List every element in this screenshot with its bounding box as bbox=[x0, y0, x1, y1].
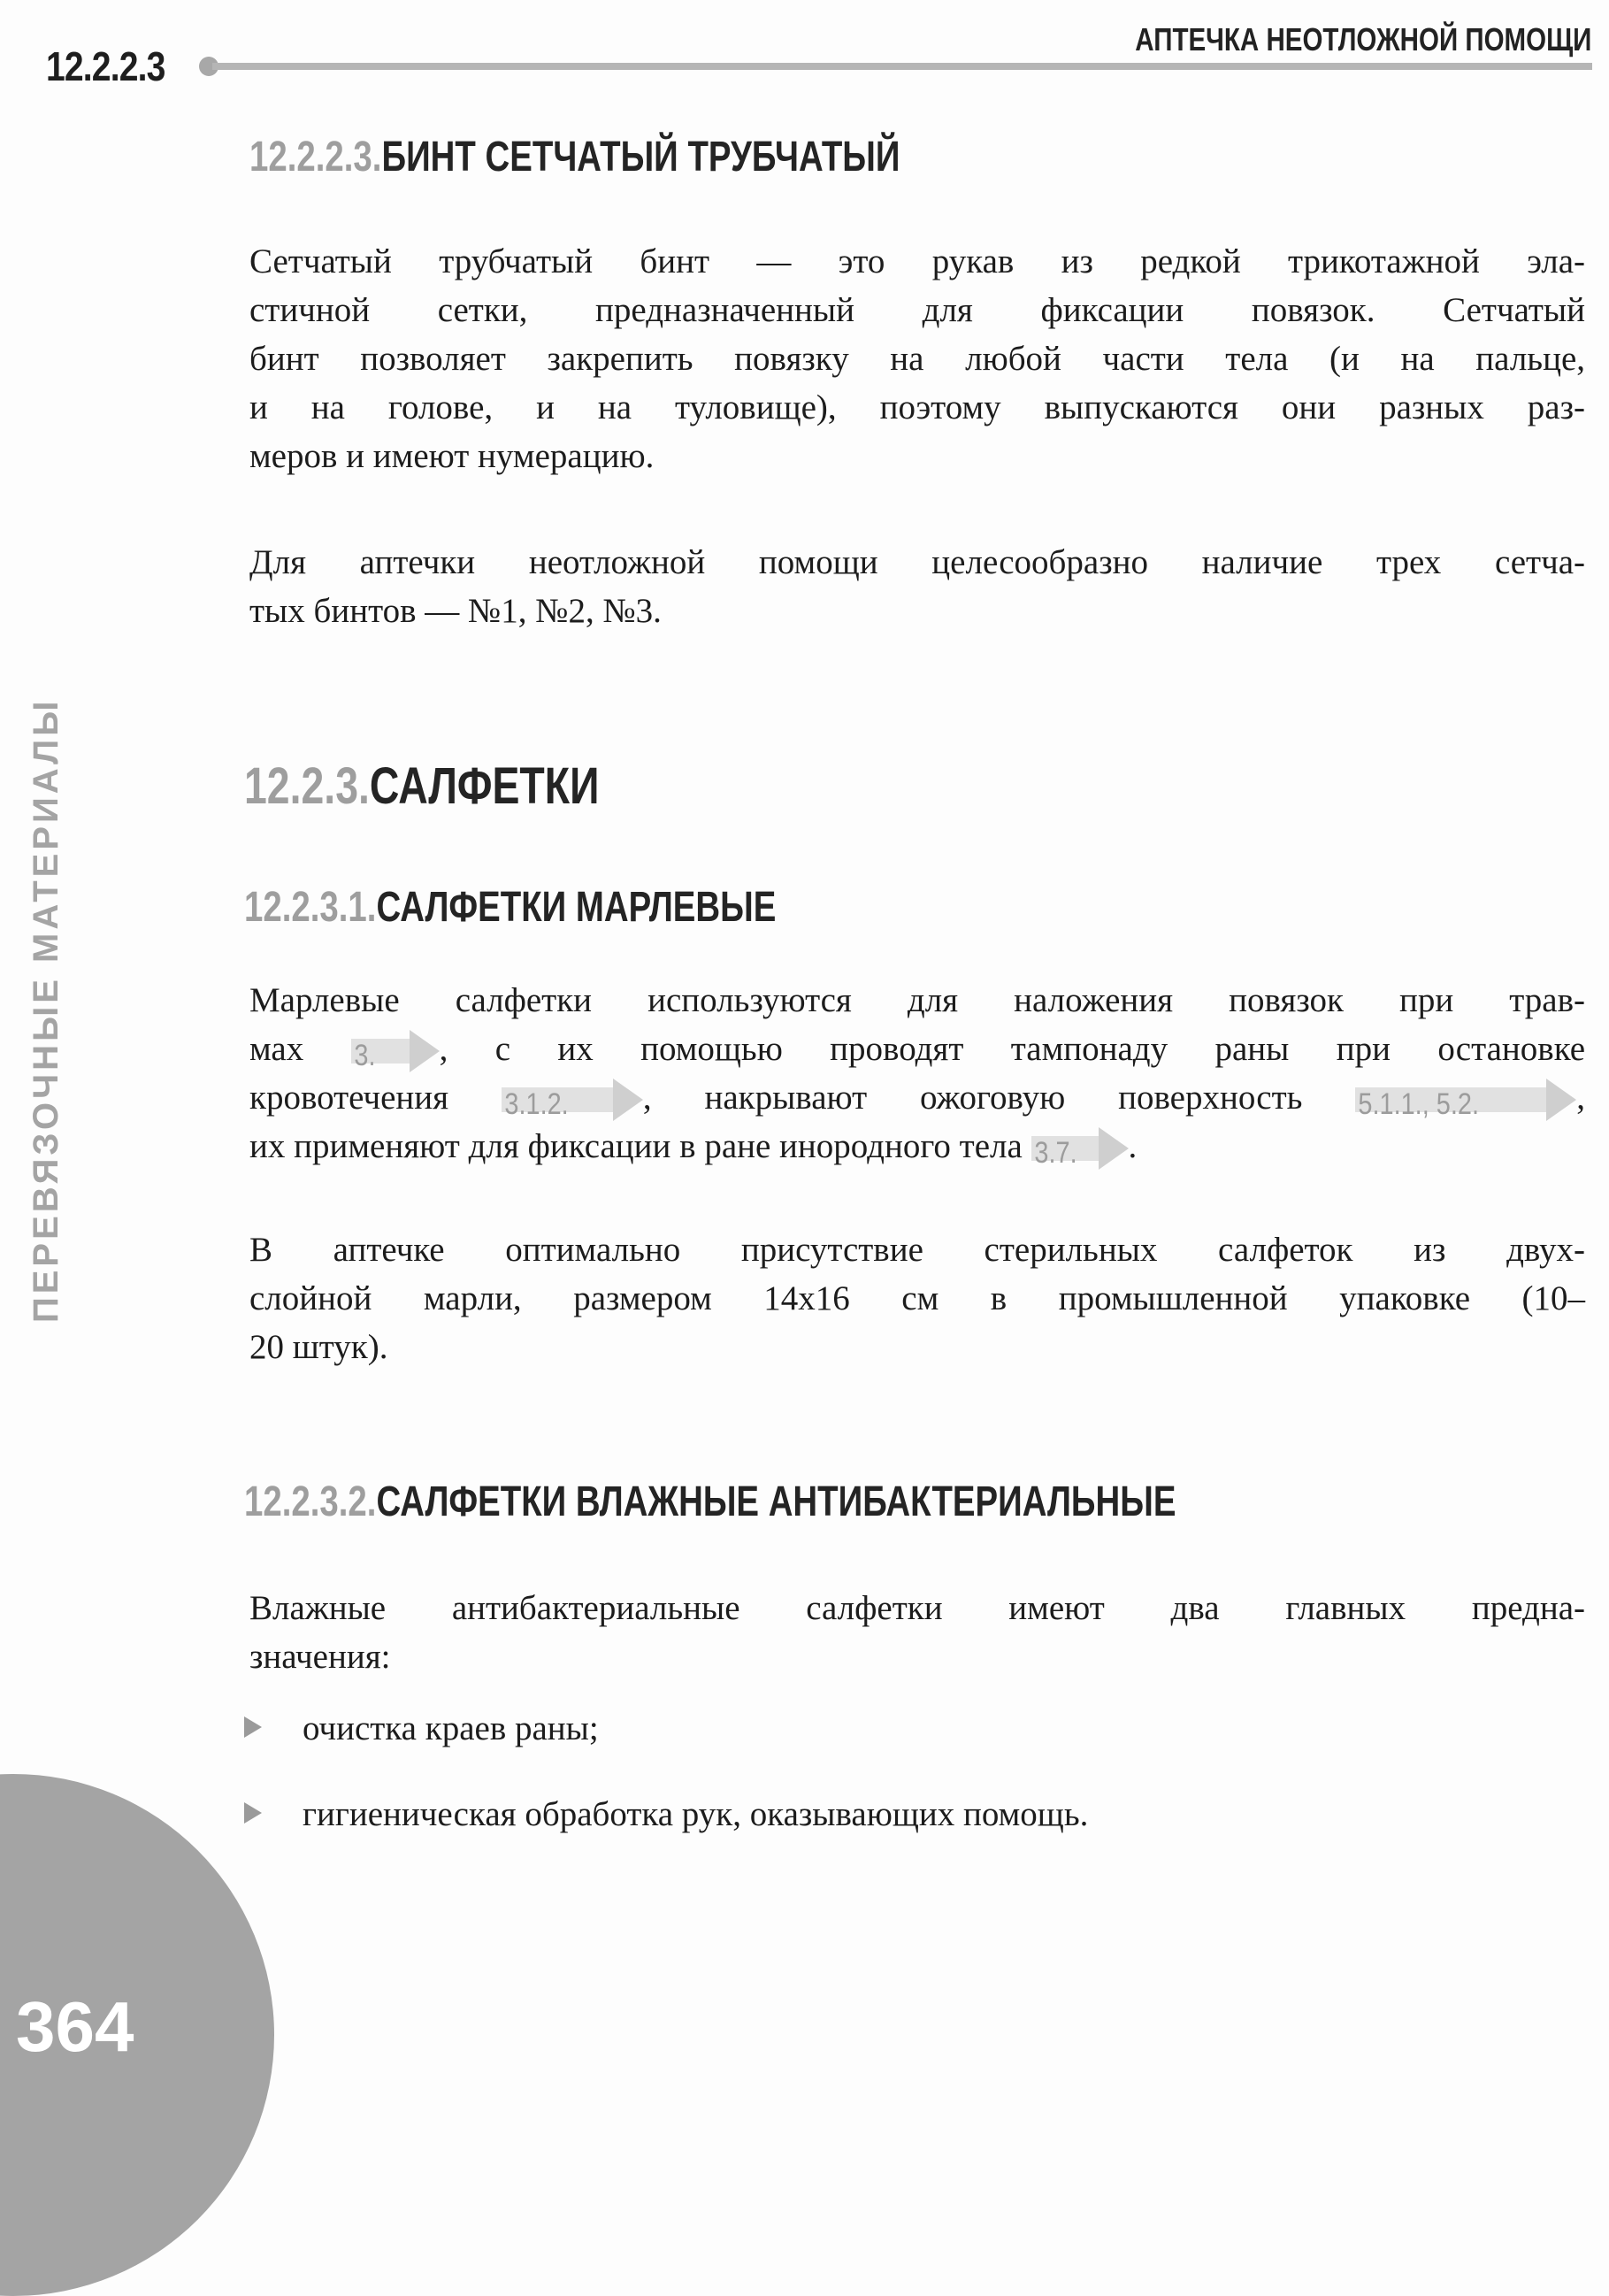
heading-title: БИНТ СЕТЧАТЫЙ ТРУБЧАТЫЙ bbox=[381, 134, 900, 180]
arrow-right-icon bbox=[410, 1030, 440, 1072]
heading-12-2-3-2 bbox=[244, 1478, 1176, 1526]
paragraph-line: значения: bbox=[249, 1638, 391, 1676]
heading-title: САЛФЕТКИ МАРЛЕВЫЕ bbox=[376, 884, 777, 931]
heading-12-2-3-1 bbox=[244, 883, 776, 932]
list-item bbox=[244, 1709, 599, 1748]
text-run: мах bbox=[249, 1030, 304, 1068]
paragraph-line: слойной марли, размером 14х16 см в промышленной упаковке (10– bbox=[249, 1279, 1585, 1317]
paragraph-line: Сетчатый трубчатый бинт — это рукав из редкой трикотажной эла- bbox=[249, 242, 1585, 280]
header-section-number: 12.2.2.3 bbox=[46, 43, 165, 89]
paragraph-line: тых бинтов — №1, №2, №3. bbox=[249, 592, 662, 630]
paragraph-line: В аптечке оптимально присутствие стерильных салфеток из двух- bbox=[249, 1231, 1585, 1269]
heading-title: САЛФЕТКИ ВЛАЖНЫЕ АНТИБАКТЕРИАЛЬНЫЕ bbox=[376, 1478, 1176, 1525]
chapter-label: ПЕРЕВЯЗОЧНЫЕ МАТЕРИАЛЫ bbox=[27, 697, 65, 1323]
cross-reference-label: 3.7. bbox=[1033, 1136, 1077, 1170]
paragraph-line: Марлевые салфетки используются для наложения повязок при трав- bbox=[249, 981, 1585, 1019]
cross-reference-label: 5.1.1., 5.2. bbox=[1358, 1087, 1480, 1121]
text-run: , накрывают ожоговую поверхность bbox=[642, 1079, 1303, 1117]
heading-12-2-3 bbox=[244, 756, 599, 816]
paragraph-line: Влажные антибактериальные салфетки имеют два главных предна- bbox=[249, 1589, 1585, 1627]
cross-reference-label: 3.1.2. bbox=[504, 1087, 569, 1121]
cross-reference-label: 3. bbox=[353, 1039, 376, 1072]
heading-12-2-2-3 bbox=[249, 133, 900, 181]
text-run: их применяют для фиксации в ране инородного тела bbox=[249, 1127, 1023, 1165]
paragraph-line bbox=[249, 1073, 1585, 1122]
text-run: , с их помощью проводят тампонаду раны при остановке bbox=[439, 1030, 1585, 1068]
paragraph-line: и на голове, и на туловище), поэтому выпускаются они разных раз- bbox=[249, 388, 1585, 426]
paragraph-line: бинт позволяет закрепить повязку на любой части тела (и на пальце, bbox=[249, 340, 1585, 378]
paragraph-line: 20 штук). bbox=[249, 1328, 388, 1366]
text-run: . bbox=[1128, 1127, 1138, 1165]
paragraph-gauze-wipes-kit bbox=[249, 1225, 1585, 1371]
heading-title: САЛФЕТКИ bbox=[369, 757, 600, 815]
paragraph-line bbox=[249, 1122, 1585, 1171]
cross-reference-arrow[interactable] bbox=[351, 1030, 440, 1072]
cross-reference-arrow[interactable] bbox=[1355, 1079, 1576, 1121]
header-rule bbox=[212, 63, 1592, 70]
paragraph-line: меров и имеют нумерацию. bbox=[249, 437, 655, 475]
text-run: кровотечения bbox=[249, 1079, 449, 1117]
list-item-text: гигиеническая обработка рук, оказывающих помощь. bbox=[303, 1795, 1089, 1833]
bullet-triangle-icon bbox=[244, 1802, 262, 1824]
arrow-right-icon bbox=[613, 1079, 643, 1121]
paragraph-wet-wipes-purpose bbox=[249, 1584, 1585, 1681]
heading-number: 12.2.2.3. bbox=[249, 134, 382, 180]
arrow-right-icon bbox=[1099, 1127, 1129, 1170]
cross-reference-arrow[interactable] bbox=[1031, 1127, 1129, 1170]
paragraph-mesh-bandage-kit bbox=[249, 538, 1585, 635]
bullet-triangle-icon bbox=[244, 1716, 262, 1738]
list-item bbox=[244, 1794, 1088, 1834]
paragraph-mesh-bandage-description bbox=[249, 237, 1585, 480]
heading-number: 12.2.3.1. bbox=[244, 884, 377, 931]
heading-number: 12.2.3.2. bbox=[244, 1478, 377, 1525]
paragraph-gauze-wipes-usage bbox=[249, 976, 1585, 1171]
cross-reference-arrow[interactable] bbox=[502, 1079, 643, 1121]
arrow-right-icon bbox=[1546, 1079, 1576, 1121]
heading-number: 12.2.3. bbox=[244, 757, 370, 815]
list-item-text: очистка краев раны; bbox=[303, 1709, 599, 1747]
paragraph-line: стичной сетки, предназначенный для фиксации повязок. Сетчатый bbox=[249, 291, 1585, 329]
paragraph-line bbox=[249, 1025, 1585, 1073]
text-run: , bbox=[1576, 1079, 1586, 1117]
page-number: 364 bbox=[16, 1987, 134, 2066]
running-title: АПТЕЧКА НЕОТЛОЖНОЙ ПОМОЩИ bbox=[1134, 21, 1591, 58]
paragraph-line: Для аптечки неотложной помощи целесообразно наличие трех сетча- bbox=[249, 543, 1585, 581]
